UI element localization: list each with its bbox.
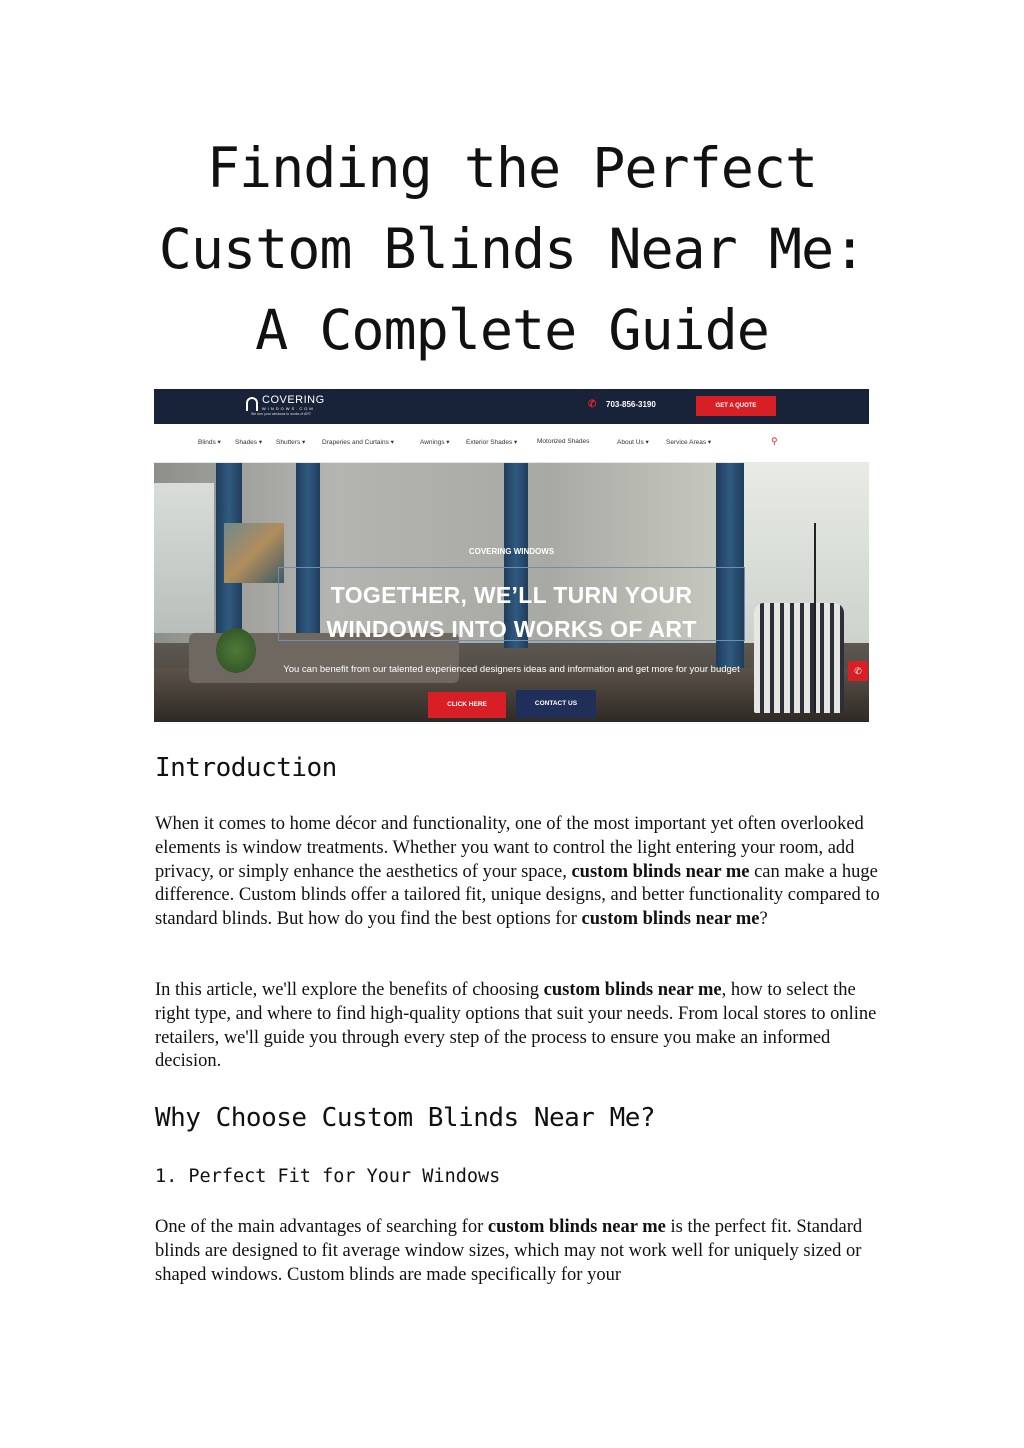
logo-tagline: We turn your windows to works of ART xyxy=(251,412,311,416)
nav-item-shutters[interactable]: Shutters ▾ xyxy=(276,439,306,446)
phone-call-icon[interactable]: ✆ xyxy=(848,661,868,681)
website-screenshot xyxy=(154,389,869,722)
section-heading-introduction: Introduction xyxy=(155,753,337,783)
hero-headline-line-2: WINDOWS INTO WORKS OF ART xyxy=(326,616,697,642)
keyword: custom blinds near me xyxy=(581,909,760,930)
window-logo-icon xyxy=(246,397,258,411)
title-line-1: Finding the Perfect xyxy=(206,136,818,200)
text-run: is the perfect fit. Standard blinds are designed to fit average window sizes, which may not work well for uniquely sized or shaped windows. Custom blinds are made specifically for your xyxy=(155,1217,863,1285)
phone-link[interactable] xyxy=(588,399,656,410)
text-run: , how to select the right type, and where to find high-quality options that suit your needs. From local stores to online retailers, we'll guide you through every step of the process to ensure you make an informed decision. xyxy=(155,980,877,1072)
nav-item-awnings[interactable]: Awnings ▾ xyxy=(420,439,450,446)
nav-item-draperies[interactable]: Draperies and Curtains ▾ xyxy=(322,439,394,446)
search-icon[interactable]: ⚲ xyxy=(771,436,778,446)
title-line-3: A Complete Guide xyxy=(255,298,769,362)
phone-number: 703-856-3190 xyxy=(606,400,656,409)
keyword: custom blinds near me xyxy=(543,980,722,1000)
title-line-2: Custom Blinds Near Me: xyxy=(158,217,866,281)
nav-item-shades[interactable]: Shades ▾ xyxy=(235,439,263,446)
contact-us-button[interactable]: CONTACT US xyxy=(516,690,596,718)
hero-subtitle: You can benefit from our talented experienced designers ideas and information and get more for your budget xyxy=(283,664,740,675)
logo-sub: WINDOWS.COM xyxy=(262,406,315,411)
hero-headline xyxy=(154,578,869,646)
nav-item-blinds[interactable]: Blinds ▾ xyxy=(198,439,221,446)
site-topbar xyxy=(154,389,869,424)
intro-paragraph-2 xyxy=(155,979,885,1074)
phone-icon: ✆ xyxy=(588,399,597,410)
text-run: One of the main advantages of searching for xyxy=(155,1217,488,1237)
subheading-perfect-fit: 1. Perfect Fit for Your Windows xyxy=(155,1166,501,1187)
site-nav xyxy=(154,424,869,463)
nav-item-service-areas[interactable]: Service Areas ▾ xyxy=(666,439,712,446)
nav-item-exterior-shades[interactable]: Exterior Shades ▾ xyxy=(466,439,518,446)
section-heading-why-choose: Why Choose Custom Blinds Near Me? xyxy=(155,1103,656,1133)
get-quote-button[interactable]: GET A QUOTE xyxy=(696,396,776,416)
text-run: In this article, we'll explore the benefits of choosing xyxy=(155,980,544,1000)
keyword: custom blinds near me xyxy=(487,1217,666,1237)
text-run: can make a huge difference. Custom blinds offer a tailored fit, unique designs, and better functionality compared to standard blinds. But how do you find the best options for xyxy=(155,861,880,930)
article-title xyxy=(0,128,1024,371)
click-here-button[interactable]: CLICK HERE xyxy=(428,692,506,718)
text-run: ? xyxy=(759,909,768,930)
intro-paragraph-1 xyxy=(155,813,885,932)
hero-headline-line-1: TOGETHER, WE’LL TURN YOUR xyxy=(330,582,693,608)
hero-banner xyxy=(154,463,869,722)
why-paragraph-1 xyxy=(155,1216,885,1287)
hero-eyebrow: COVERING WINDOWS xyxy=(468,547,555,556)
nav-item-about[interactable]: About Us ▾ xyxy=(617,439,649,446)
nav-item-motorized-shades[interactable]: Motorized Shades xyxy=(537,438,590,445)
keyword: custom blinds near me xyxy=(571,861,750,882)
text-run: When it comes to home décor and functionality, one of the most important yet often overlooked elements is window treatments. Whether you want to control the light entering your room, add privacy, or simply enhance the aesthetics of your space, xyxy=(155,814,864,882)
logo-name: COVERING xyxy=(262,394,325,406)
